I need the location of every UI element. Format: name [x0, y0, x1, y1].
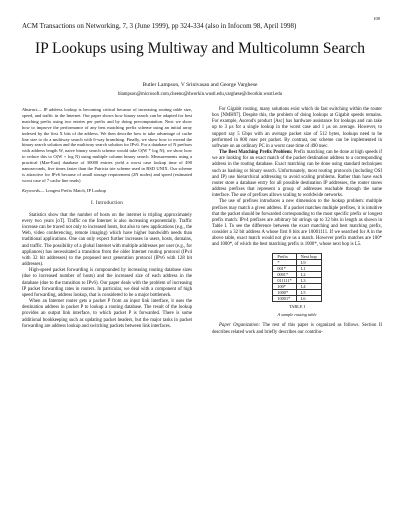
table-cell: L5 [296, 290, 321, 296]
table-cell: L4 [296, 284, 321, 290]
table-cell: 100* [273, 284, 296, 290]
left-column [22, 107, 192, 330]
section-heading-introduction: I. Introduction [91, 200, 123, 206]
abstract [22, 107, 192, 184]
table-cell: 0001* [273, 271, 296, 277]
keywords-lead: Keywords [22, 187, 40, 193]
author-emails: blampson@microsoft.com,cheenu@dworkin.wustl.edu,varghese@dworkin.wustl.edu [117, 92, 283, 97]
body-paragraph-bpm [212, 150, 382, 199]
body-paragraph: For Gigabit routing, many solutions exist which do fast switching within the router box [NMH97]. Despite this, the problem of doing lookups at Gigabit speeds remains. For example, Ascend's product [Asc] has hardware assistance for lookups and can take up to 3 μs for a single lookup in the worst case and 1 μs on average. However, to support say 5 Gbps with an average packet size of 512 bytes, lookups need to be performed in 800 nsec per packet. By contrast, our scheme can be implemented in software on an ordinary PC in a worst case time of 490 nsec. [212, 107, 382, 149]
intro-paragraph: When an Internet router gets a packet P from an input link interface, it uses the destination address in packet P to lookup a routing database. The result of the lookup provides an output link interface, to which packet P is forwarded. There is some additional bookkeeping such as updating packet headers, but the major tasks in packet forwarding are address lookup and switching packets between link interfaces. [22, 299, 192, 329]
table-row [273, 296, 321, 302]
keywords-text: — Longest Prefix Match, IP Lookup [39, 187, 106, 193]
bpm-lead: The Best Matching Prefix Problem: [219, 150, 293, 156]
abstract-text: — IP address lookup is becoming critical because of increasing routing table size, speed, and traffic in the Internet. Our paper shows how binary search can be adapted for best matching prefix using two entries per prefix and by doing precomputation. Next we show how to improve the performance of any best matching prefix scheme using an initial array indexed by the first X bits of the address. We then describe how to take advantage of cache line size to do a multiway search with 6-way branching. Finally, we show how to extend the binary search solution and the multiway search solution for IPv6. For a database of N prefixes with address length W, naive binary search scheme would take O(W * log N); we show how to reduce this to O(W + log N) using multiple column binary search. Measurements using a practical (Mae-East) database of 30000 entries yield a worst case lookup time of 490 nanoseconds, five times faster than the Patricia trie scheme used in BSD UNIX. Our scheme is attractive for IPv6 because of small storage requirement (2N nodes) and speed (estimated worst case of 7 cache line reads) [22, 107, 192, 183]
table-cell: L9 [296, 259, 321, 265]
intro-paragraph: Statistics show that the number of hosts on the internet is tripling approximately every two years [oT]. Traffic on the Internet is also increasing exponentially. Traffic increase can be traced not only to increased hosts, but also to new applications (e.g., the Web, video conferencing, remote imaging) which have higher bandwidth needs than traditional applications. One can only expect further increases in users, hosts, domains, and traffic. The possibility of a global Internet with multiple addresses per user (e.g., for appliances) has necessitated a transition from the older Internet routing protocol (IPv4 with 32 bit addresses) to the proposed next generation protocol (IPv6 with 128 bit addresses). [22, 212, 192, 268]
paper-title: IP Lookups using Multiway and Multicolumn Search [34, 40, 366, 57]
paper-organization [212, 323, 382, 335]
intro-paragraph: High-speed packet forwarding is compounded by increasing routing database sizes (due to increased number of hosts) and the increased size of each address in the database (due to the transition to IPv6). Our paper deals with the problem of increasing IP packet forwarding rates in routers. In particular, we deal with a component of high speed forwarding, address lookup, that is considered to be a major bottleneck. [22, 268, 192, 298]
org-text: The rest of this paper is organized as follows. Section II describes related work and briefly describes our contribu- [212, 323, 382, 335]
table-header-prefix: Prefix [273, 253, 296, 259]
routing-table [272, 253, 321, 303]
routing-table-figure [212, 253, 382, 318]
table-cell: 001* [273, 265, 296, 271]
table-cell: L1 [296, 265, 321, 271]
table-cell: 10001* [273, 296, 296, 302]
table-cell: 1000* [273, 290, 296, 296]
keywords [22, 188, 192, 194]
table-cell: L6 [296, 296, 321, 302]
venue-line: ACM Transactions on Networking, 7, 3 (June 1999), pp 324-334 (also in Infocom 98, April 1998) [22, 22, 297, 30]
table-cell: L3 [296, 277, 321, 283]
table-caption: TABLE I [288, 304, 305, 310]
table-cell: L2 [296, 271, 321, 277]
bpm-text: Prefix matching can be done at high speeds if we are looking for an exact match of the packet destination address to a corresponding address in the routing database. Exact matching can be done using standard techniques such as hashing or binary search. Unfortunately, most routing protocols (including OSI and IP) use hierarchical addressing to avoid scaling problems. Rather than have each router store a database entry for all possible destination IP addresses, the router stores address prefixes that represent a group of addresses reachable through the same interface. The use of prefixes allows scaling to worldwide networks. [212, 150, 382, 199]
table-cell: 011111* [273, 277, 296, 283]
org-lead: Paper Organization: [219, 323, 261, 329]
table-subcaption: A sample routing table [277, 311, 317, 317]
table-header-next-hop: Next hop [296, 253, 321, 259]
table-cell: * [273, 259, 296, 265]
authors: Butler Lampson, V Srinivasan and George Varghese [142, 82, 258, 88]
abstract-lead: Abstract [22, 107, 38, 112]
body-paragraph: The use of prefixes introduces a new dimension to the lookup problem: multiple prefixes may match a given address. If a packet matches multiple prefixes, it is intuitive that the packet should be forwarded corresponding to the most specific prefix or longest prefix match. IPv4 prefixes are arbitrary bit strings up to 32 bits in length as shown in Table I. To see the difference between the exact matching and best matching prefix, consider a 32 bit address A whose first 8 bits are 10001111. If we searched for A in the above table, exact match would not give us a match. However prefix matches are 100* and 1000*, of which the best matching prefix is 1000*, whose next hop is L5. [212, 199, 382, 248]
right-column [212, 107, 382, 336]
page-number: 100 [373, 16, 380, 21]
